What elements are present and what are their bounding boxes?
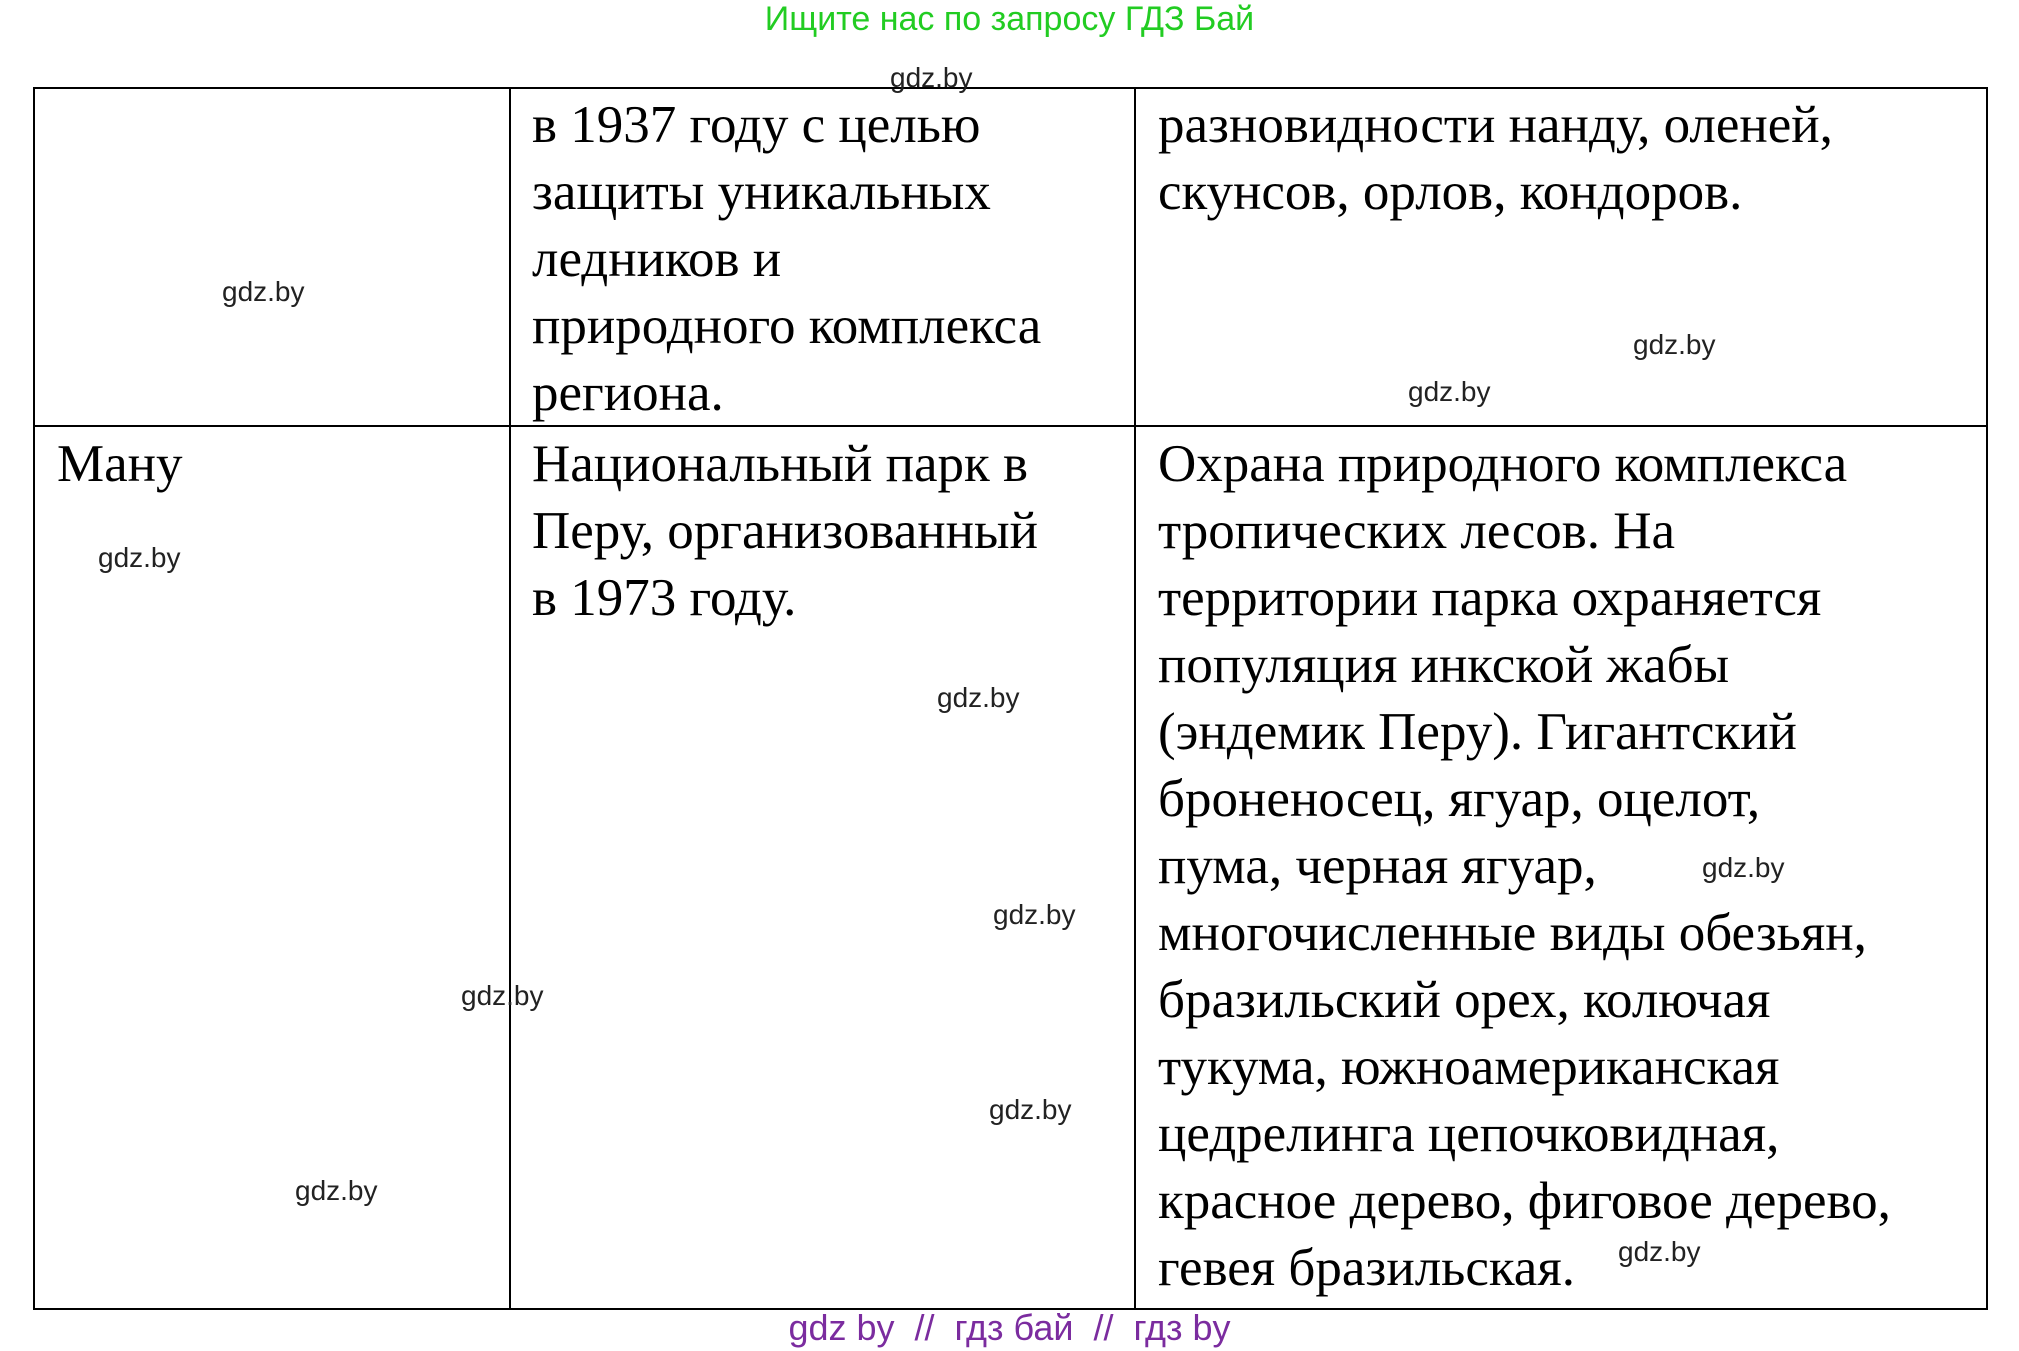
watermark: gdz.by xyxy=(989,1094,1072,1125)
watermark: gdz.by xyxy=(222,276,305,307)
table-cell-description: Охрана природного комплекса тропических лесов. На территории парка охраняется популяция инкской жабы (эндемик Перу). Гигантский броненосец, ягуар, оцелот, пума, черная ягуар, многочисленные виды обезьян, бразильский орех, колючая тукума, южноамериканская цедрелинга цепочковидная, красное дерево, фиговое дерево, гевея бразильская. xyxy=(1158,435,1891,1297)
table-cell-info: Национальный парк в Перу, организованный в 1973 году. xyxy=(532,435,1038,627)
watermark: gdz.by xyxy=(1702,852,1785,883)
table-border-left xyxy=(33,87,35,1310)
watermark: gdz.by xyxy=(461,980,544,1011)
watermark: gdz.by xyxy=(1618,1236,1701,1267)
footer-links: gdz by // гдз бай // гдз by xyxy=(788,1307,1231,1348)
watermark: gdz.by xyxy=(98,542,181,573)
table-cell-description: разновидности нанду, оленей, скунсов, орлов, кондоров. xyxy=(1158,96,1833,221)
table-column-divider-1 xyxy=(509,87,511,1310)
table-column-divider-2 xyxy=(1134,87,1136,1310)
watermark: gdz.by xyxy=(993,899,1076,930)
table-border-top xyxy=(33,87,1988,89)
watermark: gdz.by xyxy=(937,682,1020,713)
watermark: gdz.by xyxy=(295,1175,378,1206)
table-border-right xyxy=(1986,87,1988,1310)
top-banner: Ищите нас по запросу ГДЗ Бай xyxy=(764,0,1255,38)
watermark: gdz.by xyxy=(1408,376,1491,407)
table-cell-info: в 1937 году с целью защиты уникальных ледников и природного комплекса региона. xyxy=(532,96,1042,422)
watermark: gdz.by xyxy=(1633,329,1716,360)
table-cell-name: Ману xyxy=(57,435,183,493)
watermark: gdz.by xyxy=(890,62,973,93)
